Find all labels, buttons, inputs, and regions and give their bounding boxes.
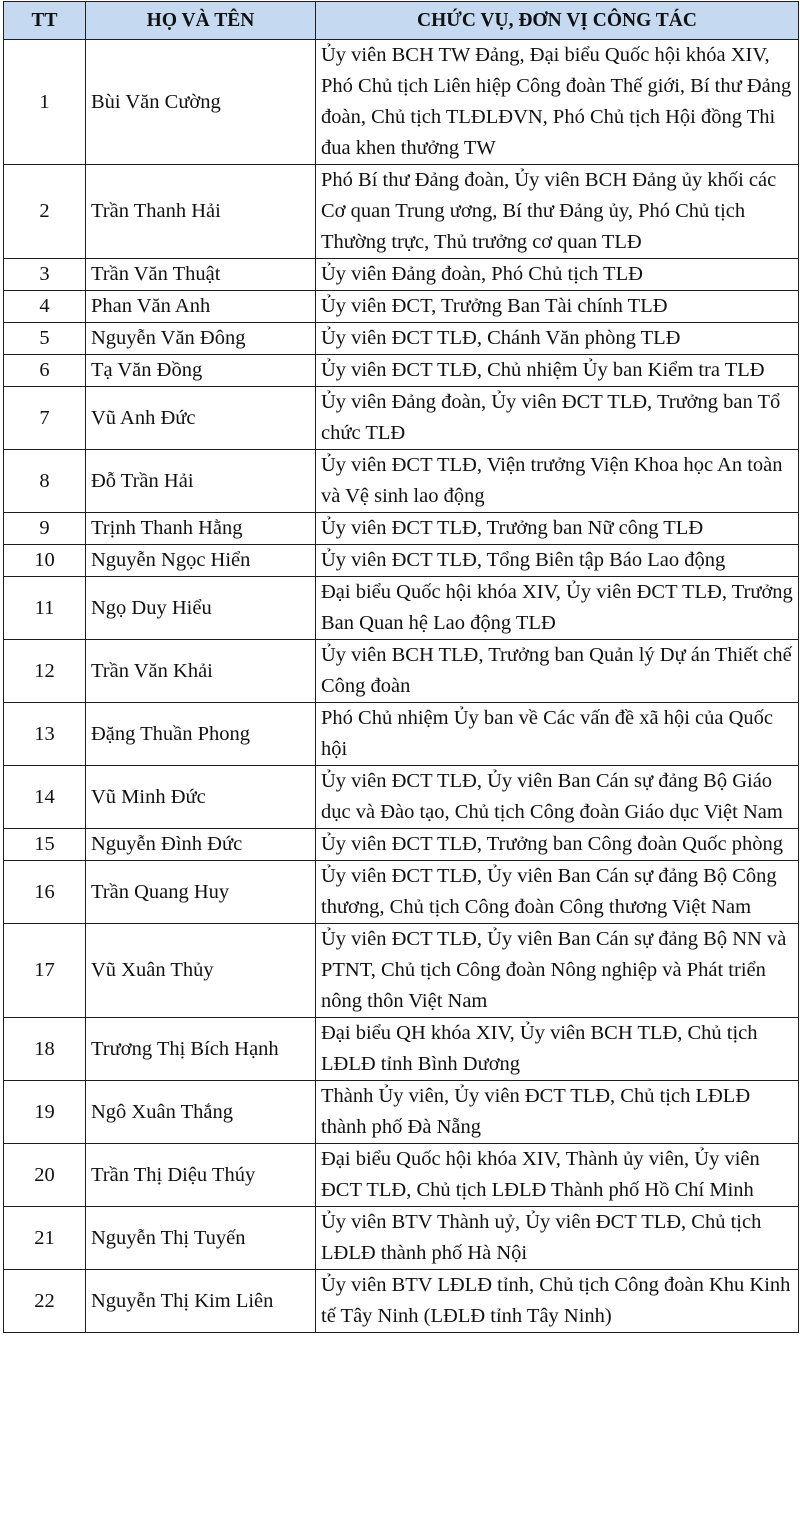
table-header <box>4 2 799 40</box>
member-name: Ngọ Duy Hiểu <box>86 577 316 640</box>
table-row <box>4 259 799 291</box>
row-number: 5 <box>4 323 86 355</box>
member-position: Đại biểu Quốc hội khóa XIV, Ủy viên ĐCT TLĐ, Trưởng Ban Quan hệ Lao động TLĐ <box>316 577 799 640</box>
row-number: 3 <box>4 259 86 291</box>
member-name: Nguyễn Ngọc Hiển <box>86 545 316 577</box>
member-name: Phan Văn Anh <box>86 291 316 323</box>
member-position: Ủy viên ĐCT TLĐ, Tổng Biên tập Báo Lao động <box>316 545 799 577</box>
member-name: Nguyễn Đình Đức <box>86 829 316 861</box>
member-name: Trần Quang Huy <box>86 861 316 924</box>
member-name: Vũ Xuân Thủy <box>86 924 316 1018</box>
member-name: Bùi Văn Cường <box>86 40 316 165</box>
table-row <box>4 355 799 387</box>
member-name: Đỗ Trần Hải <box>86 450 316 513</box>
member-position: Ủy viên BTV LĐLĐ tỉnh, Chủ tịch Công đoàn Khu Kinh tế Tây Ninh (LĐLĐ tỉnh Tây Ninh) <box>316 1270 799 1333</box>
member-position: Phó Chủ nhiệm Ủy ban về Các vấn đề xã hội của Quốc hội <box>316 703 799 766</box>
table-row <box>4 1207 799 1270</box>
table-row <box>4 861 799 924</box>
table-body <box>4 40 799 1333</box>
member-position: Ủy viên BCH TW Đảng, Đại biểu Quốc hội khóa XIV, Phó Chủ tịch Liên hiệp Công đoàn Thế giới, Bí thư Đảng đoàn, Chủ tịch TLĐLĐVN, Phó Chủ tịch Hội đồng Thi đua khen thưởng TW <box>316 40 799 165</box>
member-position: Ủy viên BCH TLĐ, Trưởng ban Quản lý Dự án Thiết chế Công đoàn <box>316 640 799 703</box>
row-number: 10 <box>4 545 86 577</box>
member-name: Đặng Thuần Phong <box>86 703 316 766</box>
row-number: 9 <box>4 513 86 545</box>
member-position: Ủy viên ĐCT, Trưởng Ban Tài chính TLĐ <box>316 291 799 323</box>
member-position: Ủy viên Đảng đoàn, Ủy viên ĐCT TLĐ, Trưởng ban Tổ chức TLĐ <box>316 387 799 450</box>
row-number: 14 <box>4 766 86 829</box>
table-row <box>4 1144 799 1207</box>
table-row <box>4 545 799 577</box>
row-number: 19 <box>4 1081 86 1144</box>
member-name: Trần Thanh Hải <box>86 165 316 259</box>
table-row <box>4 924 799 1018</box>
row-number: 15 <box>4 829 86 861</box>
member-position: Đại biểu Quốc hội khóa XIV, Thành ủy viên, Ủy viên ĐCT TLĐ, Chủ tịch LĐLĐ Thành phố Hồ Chí Minh <box>316 1144 799 1207</box>
row-number: 11 <box>4 577 86 640</box>
member-name: Trần Văn Khải <box>86 640 316 703</box>
row-number: 17 <box>4 924 86 1018</box>
member-position: Ủy viên Đảng đoàn, Phó Chủ tịch TLĐ <box>316 259 799 291</box>
member-name: Nguyễn Thị Tuyến <box>86 1207 316 1270</box>
member-position: Ủy viên ĐCT TLĐ, Ủy viên Ban Cán sự đảng Bộ NN và PTNT, Chủ tịch Công đoàn Nông nghiệp và Phát triển nông thôn Việt Nam <box>316 924 799 1018</box>
table-row <box>4 766 799 829</box>
header-name: HỌ VÀ TÊN <box>86 2 316 40</box>
member-position: Ủy viên ĐCT TLĐ, Ủy viên Ban Cán sự đảng Bộ Công thương, Chủ tịch Công đoàn Công thương Việt Nam <box>316 861 799 924</box>
member-position: Đại biểu QH khóa XIV, Ủy viên BCH TLĐ, Chủ tịch LĐLĐ tỉnh Bình Dương <box>316 1018 799 1081</box>
row-number: 8 <box>4 450 86 513</box>
member-position: Ủy viên BTV Thành uỷ, Ủy viên ĐCT TLĐ, Chủ tịch LĐLĐ thành phố Hà Nội <box>316 1207 799 1270</box>
table-row <box>4 450 799 513</box>
table-row <box>4 291 799 323</box>
row-number: 7 <box>4 387 86 450</box>
table-row <box>4 829 799 861</box>
row-number: 18 <box>4 1018 86 1081</box>
table-row <box>4 640 799 703</box>
member-position: Ủy viên ĐCT TLĐ, Trưởng ban Công đoàn Quốc phòng <box>316 829 799 861</box>
table-row <box>4 1018 799 1081</box>
row-number: 12 <box>4 640 86 703</box>
table-row <box>4 513 799 545</box>
row-number: 22 <box>4 1270 86 1333</box>
member-name: Vũ Anh Đức <box>86 387 316 450</box>
table-row <box>4 323 799 355</box>
row-number: 1 <box>4 40 86 165</box>
member-name: Vũ Minh Đức <box>86 766 316 829</box>
member-position: Ủy viên ĐCT TLĐ, Chánh Văn phòng TLĐ <box>316 323 799 355</box>
member-name: Nguyễn Văn Đông <box>86 323 316 355</box>
table-row <box>4 40 799 165</box>
row-number: 2 <box>4 165 86 259</box>
header-tt: TT <box>4 2 86 40</box>
table-row <box>4 1081 799 1144</box>
table-row <box>4 1270 799 1333</box>
table-row <box>4 165 799 259</box>
member-name: Trần Văn Thuật <box>86 259 316 291</box>
member-name: Tạ Văn Đồng <box>86 355 316 387</box>
table-row <box>4 703 799 766</box>
header-row <box>4 2 799 40</box>
member-position: Ủy viên ĐCT TLĐ, Viện trưởng Viện Khoa học An toàn và Vệ sinh lao động <box>316 450 799 513</box>
member-name: Ngô Xuân Thắng <box>86 1081 316 1144</box>
row-number: 21 <box>4 1207 86 1270</box>
member-position: Thành Ủy viên, Ủy viên ĐCT TLĐ, Chủ tịch LĐLĐ thành phố Đà Nẵng <box>316 1081 799 1144</box>
member-name: Trịnh Thanh Hằng <box>86 513 316 545</box>
member-position: Ủy viên ĐCT TLĐ, Ủy viên Ban Cán sự đảng Bộ Giáo dục và Đào tạo, Chủ tịch Công đoàn Giáo dục Việt Nam <box>316 766 799 829</box>
row-number: 6 <box>4 355 86 387</box>
table-row <box>4 577 799 640</box>
member-name: Trần Thị Diệu Thúy <box>86 1144 316 1207</box>
row-number: 20 <box>4 1144 86 1207</box>
member-name: Trương Thị Bích Hạnh <box>86 1018 316 1081</box>
row-number: 4 <box>4 291 86 323</box>
member-position: Ủy viên ĐCT TLĐ, Trưởng ban Nữ công TLĐ <box>316 513 799 545</box>
row-number: 13 <box>4 703 86 766</box>
table-row <box>4 387 799 450</box>
member-position: Ủy viên ĐCT TLĐ, Chủ nhiệm Ủy ban Kiểm tra TLĐ <box>316 355 799 387</box>
member-position: Phó Bí thư Đảng đoàn, Ủy viên BCH Đảng ủy khối các Cơ quan Trung ương, Bí thư Đảng ủy, Phó Chủ tịch Thường trực, Thủ trưởng cơ quan TLĐ <box>316 165 799 259</box>
row-number: 16 <box>4 861 86 924</box>
header-position: CHỨC VỤ, ĐƠN VỊ CÔNG TÁC <box>316 2 799 40</box>
members-table <box>3 1 799 1333</box>
member-name: Nguyễn Thị Kim Liên <box>86 1270 316 1333</box>
